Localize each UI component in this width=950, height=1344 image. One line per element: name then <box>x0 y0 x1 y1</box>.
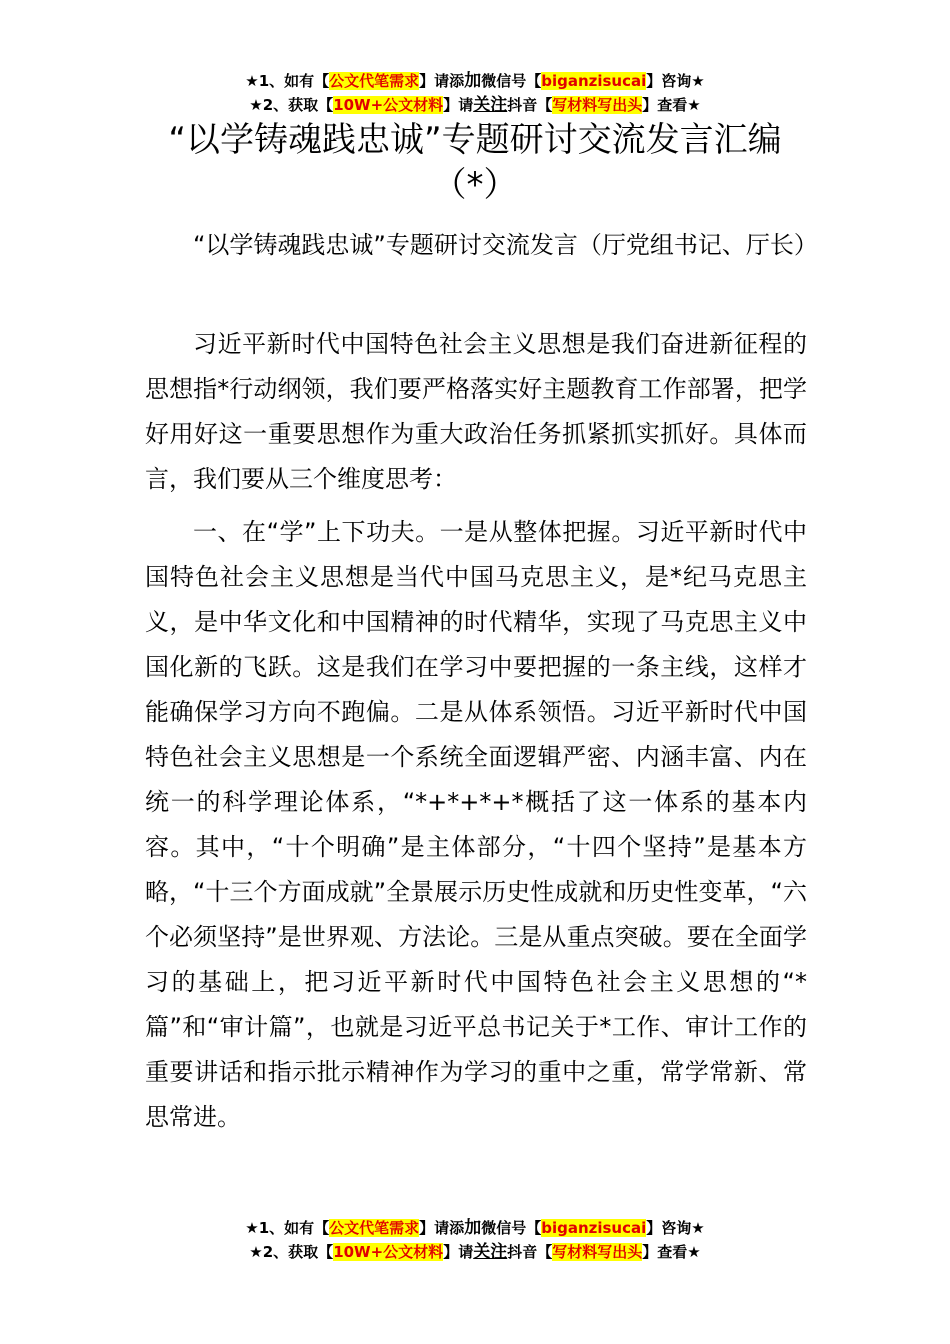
promo-text: 抖音【 <box>507 96 553 114</box>
promo-emphasis: 加 <box>464 71 482 91</box>
star-icon: ★ <box>249 1243 263 1261</box>
promo-text: 】请 <box>443 1243 474 1261</box>
promo-highlight: 公文代笔需求 <box>329 1219 420 1237</box>
promo-banner-bottom <box>0 1216 950 1264</box>
promo-text: 1、如有【 <box>258 1219 330 1237</box>
star-icon: ★ <box>245 1219 259 1237</box>
wechat-id-highlight: biganzisucai <box>541 1219 647 1237</box>
promo-emphasis: 加 <box>464 1218 482 1238</box>
promo-text: 】查看★ <box>642 1243 701 1261</box>
promo-highlight: 10W+公文材料 <box>333 1243 444 1261</box>
promo-highlight: 10W+公文材料 <box>333 96 444 114</box>
promo-line-2 <box>0 93 950 117</box>
promo-text: 微信号【 <box>481 1219 542 1237</box>
promo-text: 1、如有【 <box>258 72 330 90</box>
promo-emphasis: 关注 <box>473 95 508 115</box>
wechat-id-highlight: biganzisucai <box>541 72 647 90</box>
document-body <box>145 322 807 502</box>
promo-text: 】请添 <box>419 72 465 90</box>
document-title: “以学铸魂践忠诚”专题研讨交流发言汇编（*） <box>168 120 782 205</box>
promo-text: 微信号【 <box>481 72 542 90</box>
promo-text: 2、获取【 <box>262 1243 334 1261</box>
promo-text: 2、获取【 <box>262 96 334 114</box>
promo-text: 】请添 <box>419 1219 465 1237</box>
promo-text: 】咨询★ <box>646 1219 705 1237</box>
promo-line-2 <box>0 1240 950 1264</box>
promo-text: 】查看★ <box>642 96 701 114</box>
douyin-id-highlight: 写材料写出头 <box>552 96 643 114</box>
promo-line-1 <box>0 69 950 93</box>
promo-highlight: 公文代笔需求 <box>329 72 420 90</box>
promo-banner-top <box>0 69 950 117</box>
promo-text: 抖音【 <box>507 1243 553 1261</box>
promo-emphasis: 关注 <box>473 1242 508 1262</box>
promo-text: 】咨询★ <box>646 72 705 90</box>
document-body <box>145 510 807 1140</box>
paragraph: 一、在“学”上下功夫。一是从整体把握。习近平新时代中国特色社会主义思想是当代中国马克思主义，是*纪马克思主义，是中华文化和中国精神的时代精华，实现了马克思主义中国化新的飞跃。这是我们在学习中要把握的一条主线，这样才能确保学习方向不跑偏。二是从体系领悟。习近平新时代中国特色社会主义思想是一个系统全面逻辑严密、内涵丰富、内在统一的科学理论体系，“*+*+*+*概括了这一体系的基本内容。其中，“十个明确”是主体部分，“十四个坚持”是基本方略，“十三个方面成就”全景展示历史性成就和历史性变革，“六个必须坚持”是世界观、方法论。三是从重点突破。要在全面学习的基础上，把习近平新时代中国特色社会主义思想的“*篇”和“审计篇”，也就是习近平总书记关于*工作、审计工作的重要讲话和指示批示精神作为学习的重中之重，常学常新、常思常进。 <box>145 518 807 1131</box>
speech-subtitle: “以学铸魂践忠诚”专题研讨交流发言（厅党组书记、厅长） <box>193 231 818 259</box>
star-icon: ★ <box>245 72 259 90</box>
document-body <box>145 223 818 268</box>
promo-line-1 <box>0 1216 950 1240</box>
promo-text: 】请 <box>443 96 474 114</box>
douyin-id-highlight: 写材料写出头 <box>552 1243 643 1261</box>
paragraph: 习近平新时代中国特色社会主义思想是我们奋进新征程的思想指*行动纲领，我们要严格落实好主题教育工作部署，把学好用好这一重要思想作为重大政治任务抓紧抓实抓好。具体而言，我们要从三个维度思考： <box>145 330 807 493</box>
star-icon: ★ <box>249 96 263 114</box>
